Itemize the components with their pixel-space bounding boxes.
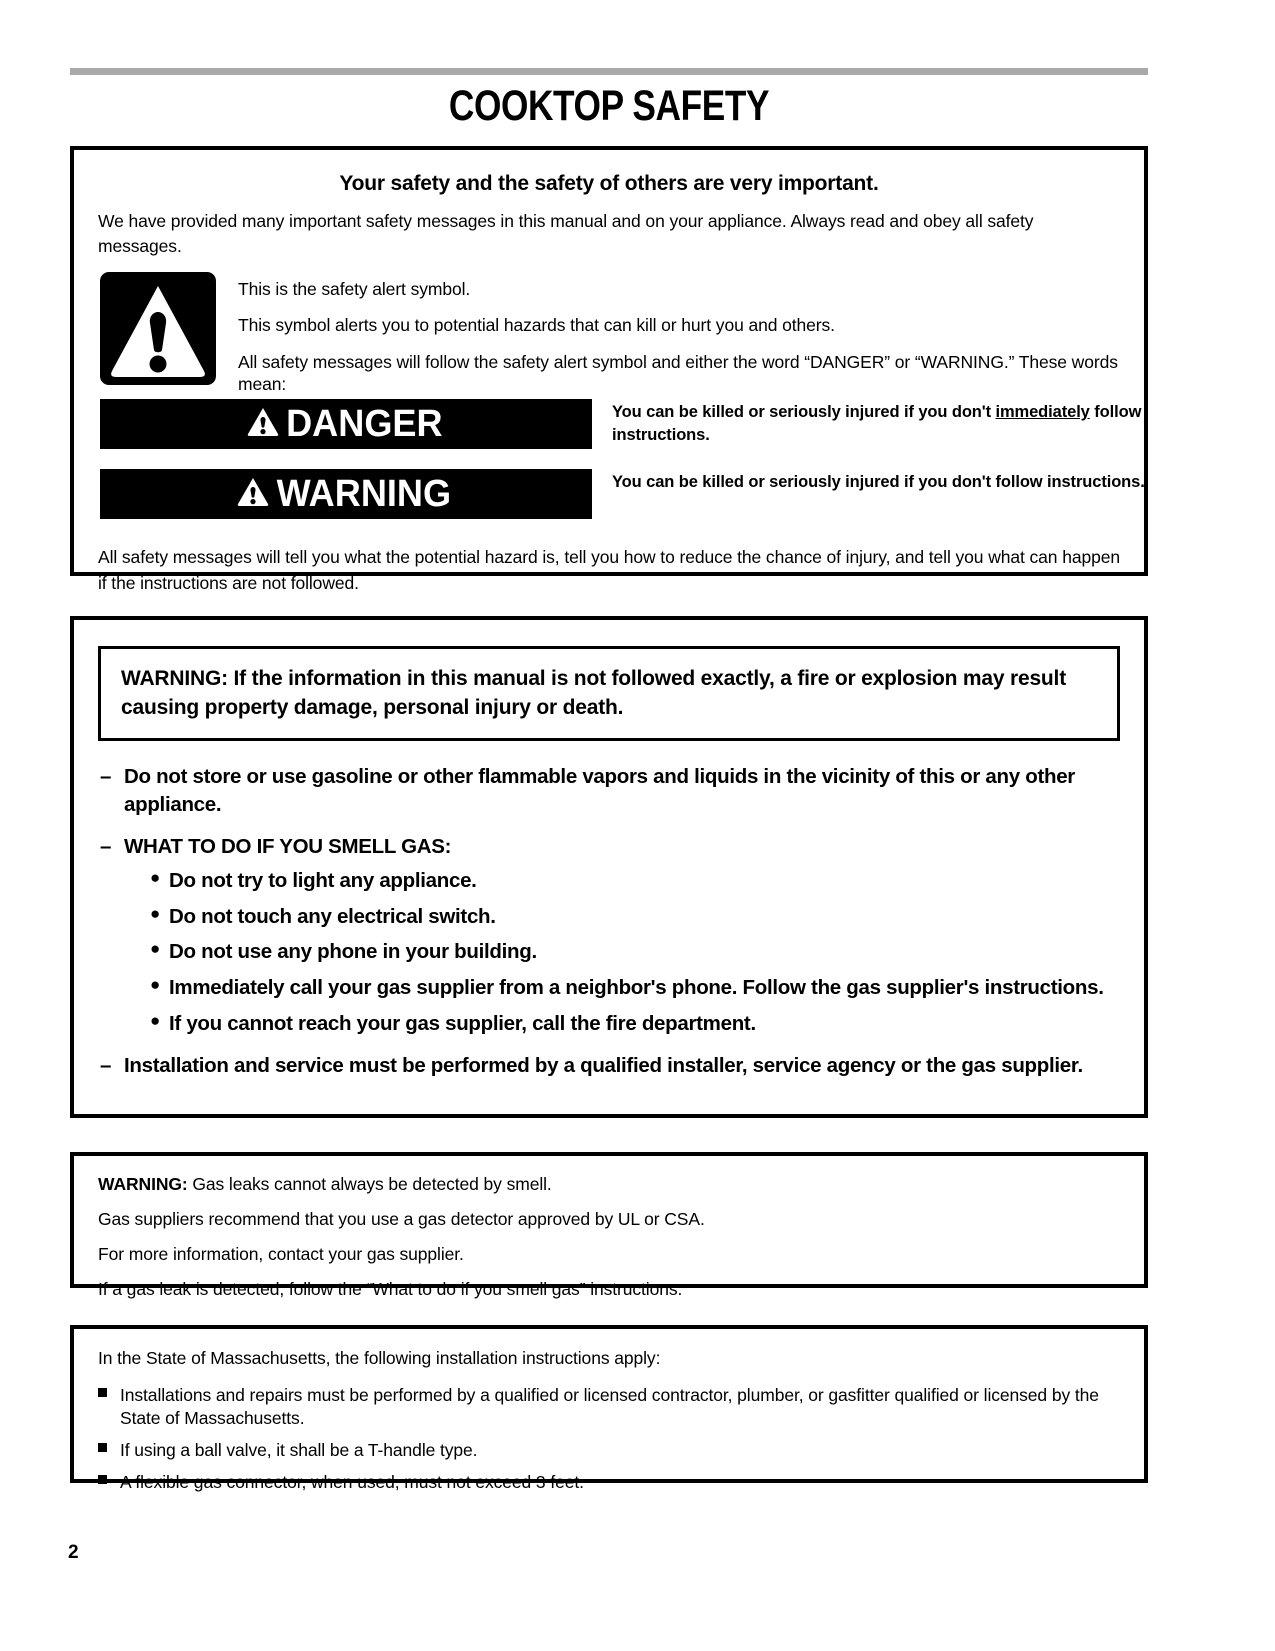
dot-bullet-icon: ●	[150, 867, 160, 887]
smell-gas-sublist	[124, 867, 1118, 1038]
danger-signal-bar	[100, 399, 592, 449]
gas-warning-list	[74, 763, 1144, 1080]
gas-warning-box	[70, 616, 1148, 1118]
list-item	[150, 974, 1118, 1002]
massachusetts-list	[98, 1384, 1120, 1494]
gas-warning-item	[100, 833, 1118, 1038]
gas-leak-warning-label: WARNING:	[98, 1174, 188, 1194]
gas-leak-warning-text: Gas leaks cannot always be detected by smell.	[187, 1174, 552, 1194]
list-item-text: A flexible gas connector, when used, must not exceed 3 feet.	[120, 1472, 584, 1493]
gas-warning-item	[100, 763, 1118, 819]
list-item	[150, 938, 1118, 966]
gas-warning-item-text: WHAT TO DO IF YOU SMELL GAS:	[124, 834, 452, 858]
safety-alert-text-lines	[238, 272, 1144, 396]
gas-leak-detection-box	[70, 1152, 1148, 1299]
list-item	[150, 867, 1118, 895]
safety-information-box	[70, 146, 1148, 593]
safety-box-intro: We have provided many important safety messages in this manual and on your appliance. Always read and obey all safety messages.	[98, 211, 1034, 257]
danger-description-after: follow instructions.	[612, 403, 1142, 444]
page-number: 2	[68, 1542, 79, 1563]
gas-warning-banner-text: WARNING: If the information in this manual is not followed exactly, a fire or explosion may result causing property damage, personal injury or death.	[121, 667, 1066, 719]
dot-bullet-icon: ●	[150, 939, 160, 959]
danger-signal-block	[100, 399, 1144, 453]
gas-warning-banner	[98, 646, 1120, 741]
safety-alert-row	[100, 272, 1144, 396]
warning-description: You can be killed or seriously injured if you don't follow instructions.	[612, 473, 1145, 492]
list-item	[98, 1384, 1120, 1430]
list-item-text: If you cannot reach your gas supplier, call the fire department.	[169, 1012, 756, 1036]
danger-description-underlined: immediately	[995, 403, 1090, 422]
gas-leak-line: Gas suppliers recommend that you use a gas detector approved by UL or CSA.	[98, 1208, 705, 1229]
list-item	[150, 903, 1118, 931]
list-item-text: Installations and repairs must be performed by a qualified or licensed contractor, plumber, or gasfitter qualified or licensed by the State of Massachusetts.	[120, 1384, 1099, 1428]
gas-leak-lead-line	[98, 1174, 1120, 1196]
warning-alert-triangle-icon	[236, 476, 270, 512]
list-item-text: Immediately call your gas supplier from a neighbor's phone. Follow the gas supplier's instructions.	[169, 976, 1104, 1000]
warning-signal-bar	[100, 469, 592, 519]
safety-alert-line-2: This symbol alerts you to potential hazards that can kill or hurt you and others.	[238, 315, 835, 336]
warning-signal-block	[100, 469, 1144, 523]
gas-warning-item-text: Do not store or use gasoline or other flammable vapors and liquids in the vicinity of this or any other appliance.	[124, 765, 1075, 816]
safety-box-heading: Your safety and the safety of others are very important.	[339, 172, 879, 195]
dot-bullet-icon: ●	[150, 1011, 160, 1031]
dash-bullet-icon: –	[100, 1054, 112, 1078]
danger-alert-triangle-icon	[246, 406, 280, 442]
header-rule	[70, 68, 1148, 75]
danger-signal-word: DANGER	[285, 403, 443, 446]
page-title: COOKTOP SAFETY	[448, 82, 770, 130]
list-item-text: If using a ball valve, it shall be a T-handle type.	[120, 1439, 478, 1460]
gas-leak-line: If a gas leak is detected, follow the “What to do if you smell gas” instructions.	[98, 1278, 683, 1299]
danger-description	[612, 401, 1152, 446]
dash-bullet-icon: –	[100, 834, 112, 858]
dot-bullet-icon: ●	[150, 903, 160, 923]
list-item	[150, 1010, 1118, 1038]
safety-alert-symbol-icon	[100, 272, 216, 385]
list-item-text: Do not try to light any appliance.	[169, 868, 477, 892]
gas-leak-line: For more information, contact your gas supplier.	[98, 1243, 464, 1264]
square-bullet-icon	[98, 1388, 107, 1397]
warning-signal-word: WARNING	[276, 473, 452, 516]
danger-description-before: You can be killed or seriously injured if you don't	[612, 403, 996, 422]
gas-warning-item-text: Installation and service must be performed by a qualified installer, service agency or the gas supplier.	[124, 1054, 1083, 1078]
dash-bullet-icon: –	[100, 765, 112, 789]
safety-alert-line-1: This is the safety alert symbol.	[238, 278, 471, 299]
dot-bullet-icon: ●	[150, 975, 160, 995]
square-bullet-icon	[98, 1443, 107, 1452]
gas-warning-item	[100, 1052, 1118, 1080]
safety-box-footer: All safety messages will tell you what the potential hazard is, tell you how to reduce the chance of injury, and tell you what can happen if the instructions are not followed.	[98, 547, 1120, 593]
list-item	[98, 1471, 1120, 1494]
list-item-text: Do not use any phone in your building.	[169, 940, 537, 964]
list-item-text: Do not touch any electrical switch.	[169, 904, 496, 928]
safety-alert-line-3: All safety messages will follow the safety alert symbol and either the word “DANGER” or “WARNING.” These words mean:	[238, 351, 1118, 394]
list-item	[98, 1439, 1120, 1462]
massachusetts-intro: In the State of Massachusetts, the following installation instructions apply:	[98, 1348, 661, 1368]
square-bullet-icon	[98, 1475, 107, 1484]
massachusetts-instructions-box	[70, 1325, 1148, 1493]
